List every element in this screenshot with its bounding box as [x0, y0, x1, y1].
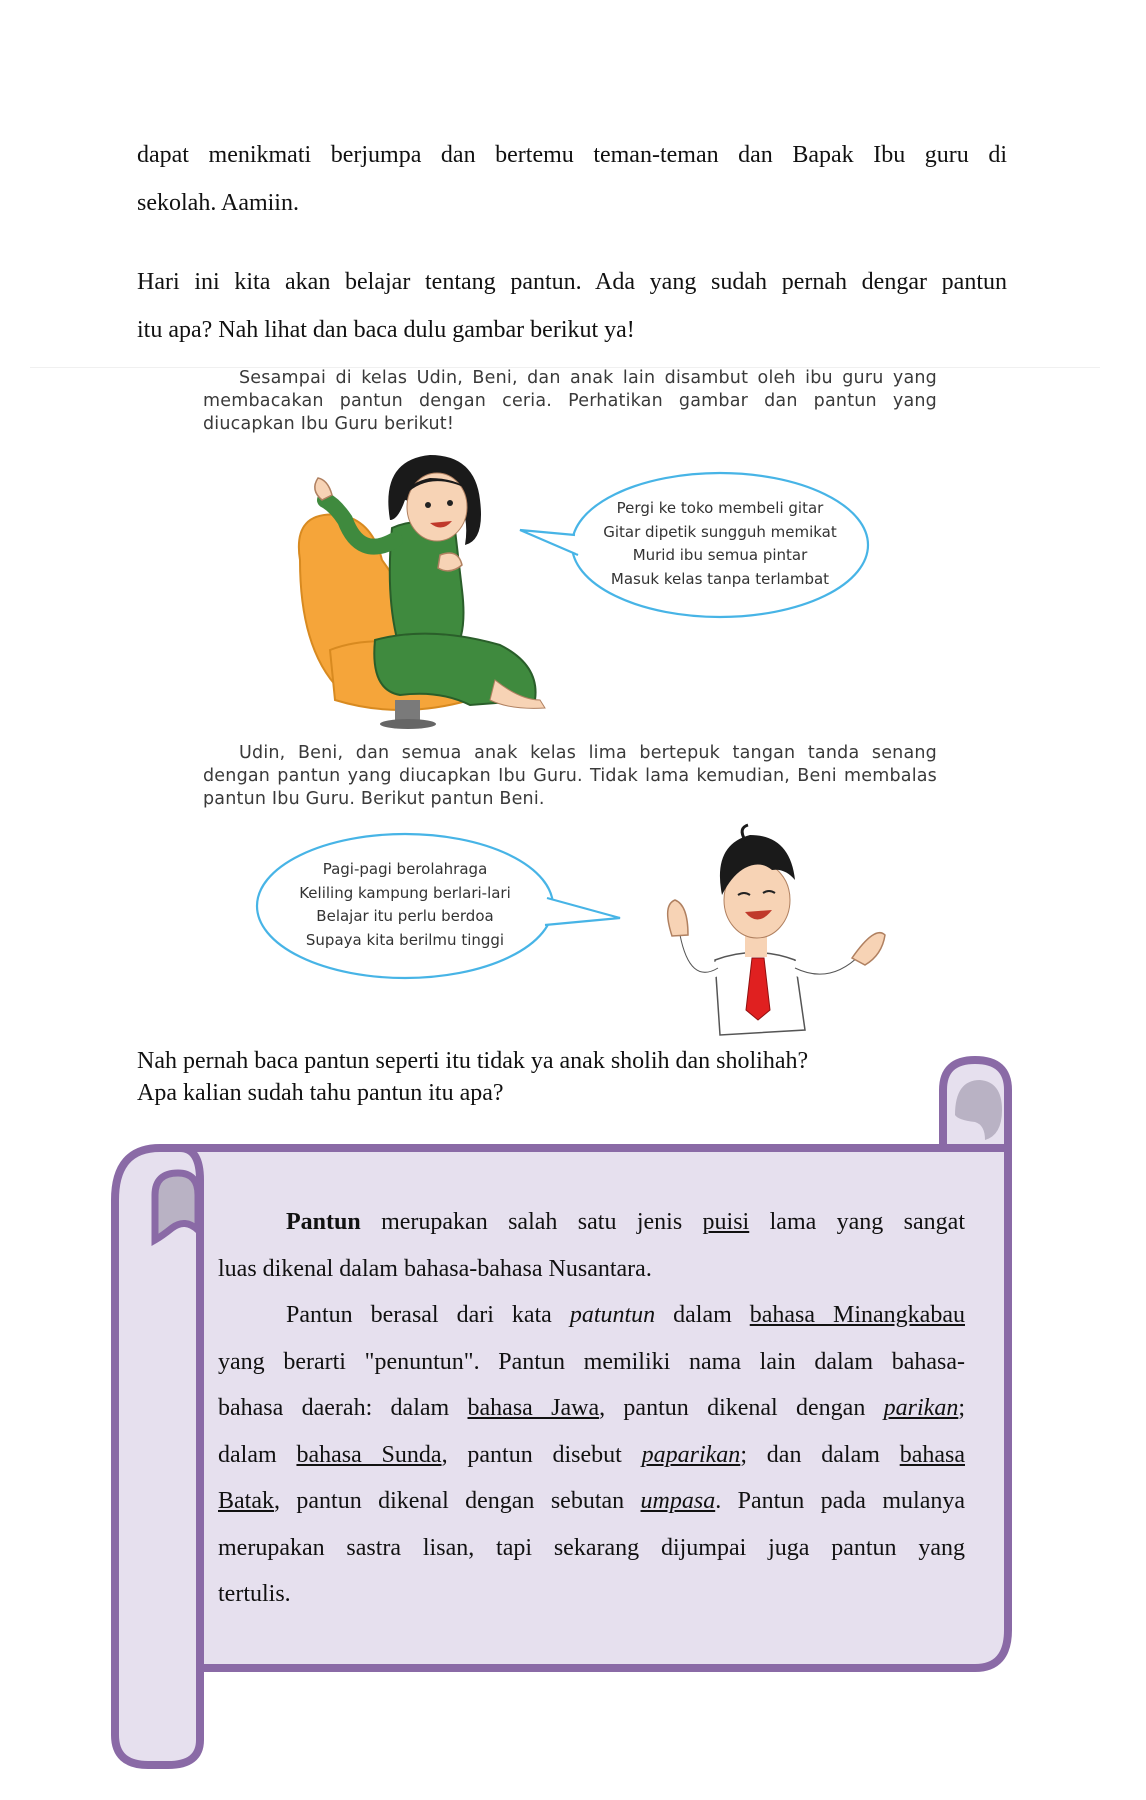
link-bahasa-sunda[interactable]: bahasa Sunda	[296, 1441, 442, 1468]
narration1-line-3: diucapkan Ibu Guru berikut!	[203, 414, 455, 434]
narration2-line-3: pantun Ibu Guru. Berikut pantun Beni.	[203, 789, 545, 809]
teacher-pantun-line-4: Masuk kelas tanpa terlambat	[610, 569, 830, 588]
scroll-line-9: tertulis.	[218, 1581, 291, 1607]
link-bahasa-jawa[interactable]: bahasa Jawa	[467, 1395, 600, 1421]
question-line-1: Nah pernah baca pantun seperti itu tidak ya anak sholih dan sholihah?	[137, 1048, 809, 1074]
book-narration-2	[203, 742, 937, 811]
scroll-line-1: Pantun merupakan salah satu jenis puisi lama yang sangat	[286, 1209, 965, 1235]
scroll-definition	[218, 1199, 965, 1618]
teacher-pantun	[580, 497, 860, 591]
beni-arm-right	[795, 955, 860, 974]
link-umpasa[interactable]: umpasa	[640, 1488, 716, 1514]
teacher-pantun-line-1: Pergi ke toko membeli gitar	[616, 499, 824, 517]
narration2-line-1: Udin, Beni, dan semua anak kelas lima bertepuk tangan tanda senang	[239, 743, 937, 763]
scroll-line-6: dalam bahasa Sunda, pantun disebut paparikan; dan dalam bahasa	[218, 1441, 965, 1468]
teacher-eye-left	[425, 502, 431, 508]
scroll-line-4: yang berarti "penuntun". Pantun memiliki nama lain dalam bahasa-	[218, 1348, 965, 1375]
beni-pantun-line-2: Keliling kampung berlari-lari	[299, 883, 511, 902]
teacher-pantun-line-3: Murid ibu semua pintar	[632, 546, 808, 564]
teacher-hand	[315, 478, 332, 500]
beni-hand-left	[668, 900, 688, 936]
scroll-line-3: Pantun berasal dari kata patuntun dalam bahasa Minangkabau	[286, 1302, 965, 1328]
intro-line-3: Hari ini kita akan belajar tentang pantun. Ada yang sudah pernah dengar pantun	[137, 269, 1007, 295]
narration1-line-1: Sesampai di kelas Udin, Beni, dan anak lain disambut oleh ibu guru yang	[239, 368, 937, 388]
narration2-line-2: dengan pantun yang diucapkan Ibu Guru. Tidak lama kemudian, Beni membalas	[203, 766, 937, 786]
narration1-line-2: membacakan pantun dengan ceria. Perhatikan gambar dan pantun yang	[203, 391, 937, 411]
book-narration-1	[203, 367, 937, 436]
scroll-line-5: bahasa daerah: dalam bahasa Jawa, pantun dikenal dengan parikan;	[218, 1395, 965, 1421]
chair-base	[380, 719, 436, 729]
intro-line-2: sekolah. Aamiin.	[137, 190, 299, 216]
beni-pantun	[265, 858, 545, 952]
beni-pantun-line-3: Belajar itu perlu berdoa	[316, 907, 494, 925]
link-parikan[interactable]: parikan	[883, 1395, 959, 1421]
scroll-line-2: luas dikenal dalam bahasa-bahasa Nusantara.	[218, 1255, 652, 1282]
intro-line-4: itu apa? Nah lihat dan baca dulu gambar berikut ya!	[137, 317, 635, 343]
beni-illustration	[668, 825, 885, 1035]
question	[137, 1045, 808, 1109]
teacher-eye-right	[447, 500, 453, 506]
teacher-illustration	[299, 455, 545, 729]
question-line-2: Apa kalian sudah tahu pantun itu apa?	[137, 1080, 504, 1106]
teacher-pantun-line-2: Gitar dipetik sungguh memikat	[603, 522, 837, 541]
link-paparikan[interactable]: paparikan	[641, 1441, 741, 1468]
teacher-bubble-tail	[520, 530, 578, 555]
link-bahasa-minangkabau[interactable]: bahasa Minangkabau	[749, 1302, 965, 1328]
beni-pantun-line-4: Supaya kita berilmu tinggi	[305, 930, 505, 949]
chair-leg	[395, 700, 420, 722]
beni-bubble-tail	[545, 898, 620, 925]
link-puisi[interactable]: puisi	[702, 1209, 750, 1235]
scroll-line-8: merupakan sastra lisan, tapi sekarang dijumpai juga pantun yang	[218, 1534, 965, 1561]
link-bahasa-batak-2[interactable]: Batak	[218, 1488, 274, 1514]
beni-pantun-line-1: Pagi-pagi berolahraga	[322, 860, 488, 878]
scroll-line-7: Batak, pantun dikenal dengan sebutan umpasa. Pantun pada mulanya	[218, 1488, 965, 1514]
intro-line-1: dapat menikmati berjumpa dan bertemu teman-teman dan Bapak Ibu guru di	[137, 142, 1007, 168]
pantun-term: Pantun	[286, 1209, 361, 1235]
term-patuntun: patuntun	[569, 1302, 656, 1328]
link-bahasa-batak-1[interactable]: bahasa	[899, 1441, 965, 1468]
